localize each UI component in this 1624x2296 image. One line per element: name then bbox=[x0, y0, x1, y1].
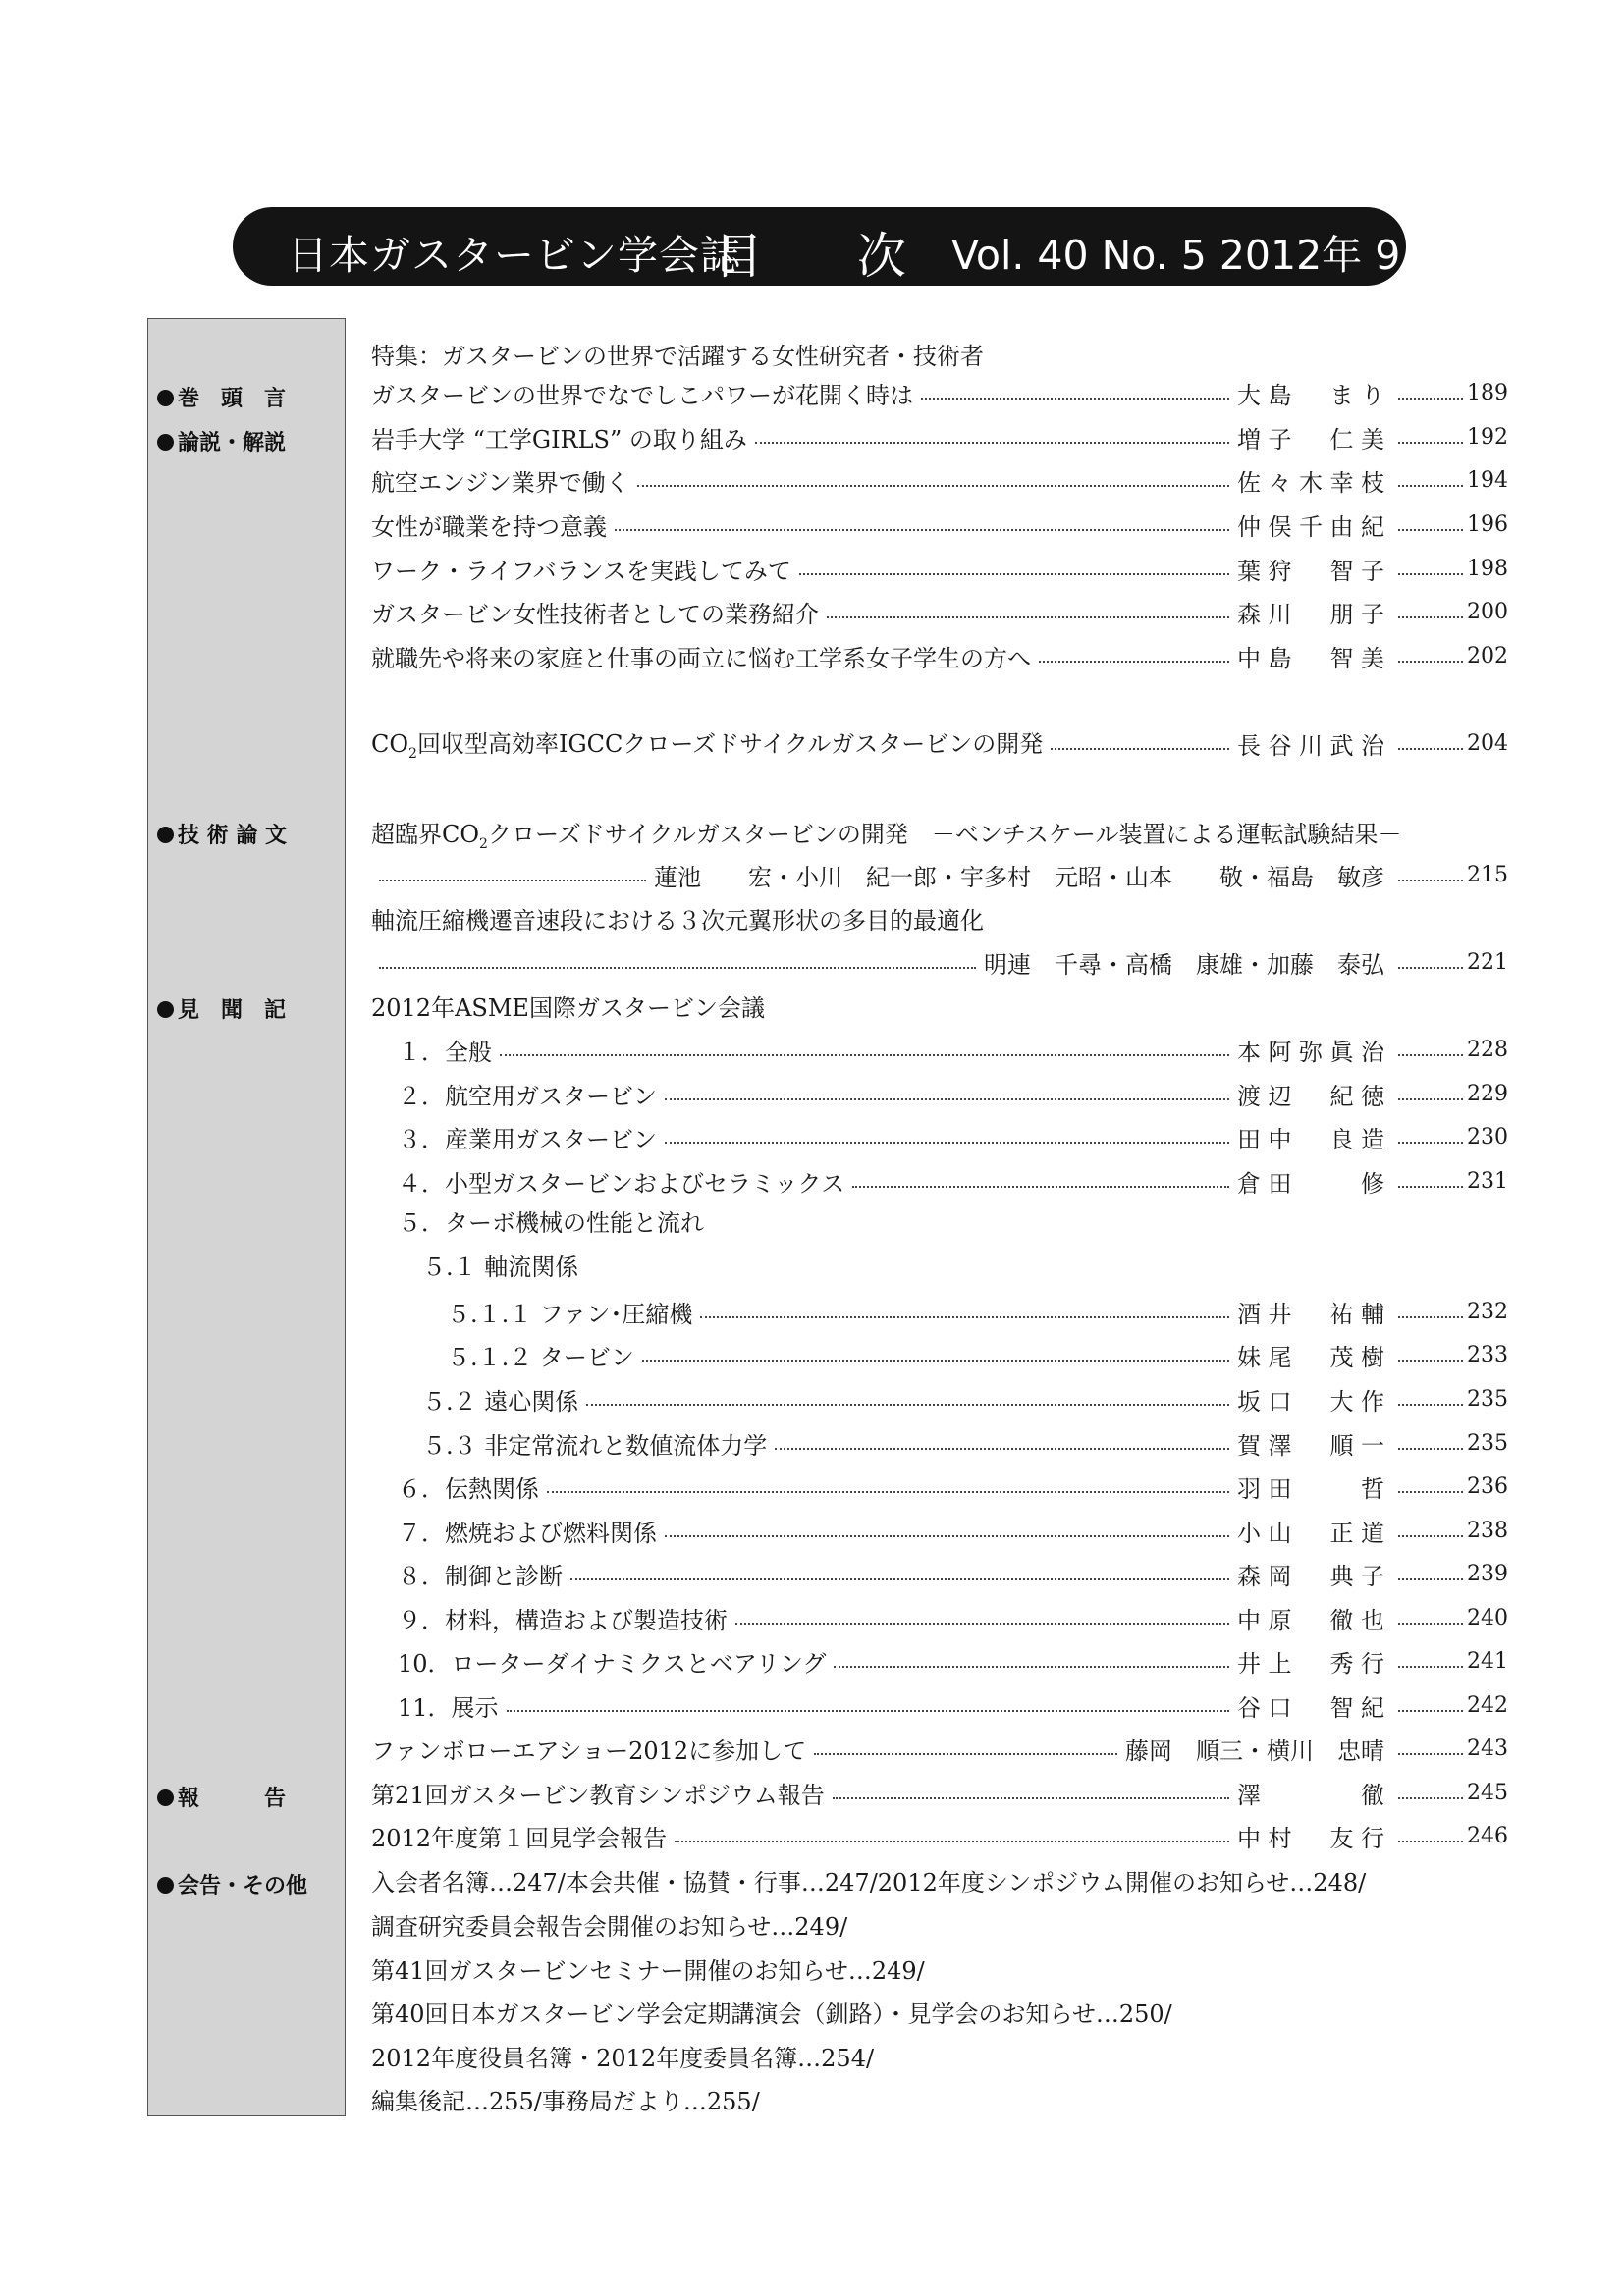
entry-author: 田中 良造 bbox=[1237, 1125, 1384, 1153]
entry-title: ５.３ 非定常流れと数値流体力学 bbox=[422, 1431, 768, 1460]
entry-title[interactable]: 超臨界$CO_2$クローズドサイクルガスタービンの開発 －ベンチスケール装置による運転試験結果－ bbox=[371, 821, 1402, 852]
dot-leader bbox=[1398, 616, 1463, 618]
category-houkoku: 報 告 bbox=[157, 1782, 286, 1812]
dot-leader bbox=[1398, 1404, 1463, 1406]
entry-title: ４．小型ガスタービンおよびセラミックス bbox=[398, 1169, 845, 1198]
entry-title: 第21回ガスタービン教育シンポジウム報告 bbox=[371, 1781, 825, 1809]
toc-entry[interactable] bbox=[447, 1335, 1508, 1374]
dot-leader bbox=[1398, 661, 1463, 663]
toc-entry[interactable] bbox=[371, 373, 1508, 412]
entry-page: 196 bbox=[1467, 511, 1508, 537]
entry-page: 240 bbox=[1467, 1605, 1508, 1630]
dot-leader bbox=[1398, 398, 1463, 400]
dot-leader bbox=[1398, 880, 1463, 881]
entry-title[interactable]: ５.１ 軸流関係 bbox=[422, 1254, 579, 1281]
toc-entry[interactable] bbox=[371, 460, 1508, 500]
entry-page: 233 bbox=[1467, 1342, 1508, 1367]
entry-author: 森川 朋子 bbox=[1237, 600, 1384, 628]
entry-page: 235 bbox=[1467, 1430, 1508, 1456]
entry-title: ６．伝熱関係 bbox=[398, 1474, 539, 1503]
entry-page: 232 bbox=[1467, 1299, 1508, 1324]
dot-leader bbox=[1398, 1448, 1463, 1450]
entry-title: ガスタービンの世界でなでしこパワーが花開く時は bbox=[371, 381, 913, 409]
dot-leader bbox=[1398, 1098, 1463, 1100]
toc-entry[interactable] bbox=[447, 1292, 1508, 1331]
dot-leader bbox=[675, 1841, 1229, 1842]
dot-leader bbox=[827, 616, 1229, 618]
entry-author: 酒井 祐輔 bbox=[1237, 1300, 1384, 1328]
entry-title: $CO_2$回収型高効率IGCCクローズドサイクルガスタービンの開発 bbox=[371, 730, 1044, 762]
dot-leader bbox=[1398, 1142, 1463, 1144]
entry-title: 2012年度第１回見学会報告 bbox=[371, 1824, 668, 1852]
dot-leader bbox=[500, 1054, 1229, 1056]
entry-page: 231 bbox=[1467, 1168, 1508, 1194]
dot-leader bbox=[1398, 1054, 1463, 1056]
dot-leader bbox=[1398, 748, 1463, 750]
toc-entry[interactable] bbox=[398, 1074, 1508, 1113]
toc-entry[interactable] bbox=[398, 1554, 1508, 1593]
entry-title: ７．燃焼および燃料関係 bbox=[398, 1519, 657, 1547]
entry-title: ガスタービン女性技術者としての業務紹介 bbox=[371, 600, 819, 628]
dot-leader bbox=[379, 880, 646, 881]
entry-title[interactable]: ５．ターボ機械の性能と流れ bbox=[398, 1209, 704, 1237]
toc-entry[interactable] bbox=[398, 1598, 1508, 1637]
dot-leader bbox=[642, 1360, 1229, 1362]
dot-leader bbox=[1398, 1666, 1463, 1668]
dot-leader bbox=[1398, 529, 1463, 531]
entry-page: 192 bbox=[1467, 424, 1508, 450]
dot-leader bbox=[799, 573, 1229, 575]
dot-leader bbox=[507, 1710, 1229, 1712]
entry-title: ５.２ 遠心関係 bbox=[422, 1387, 579, 1415]
dot-leader bbox=[1398, 1623, 1463, 1625]
entry-author: 蓮池 宏・小川 紀一郎・宇多村 元昭・山本 敬・福島 敏彦 bbox=[654, 863, 1384, 891]
toc-label: 目 次 bbox=[714, 228, 946, 285]
dot-leader bbox=[1398, 485, 1463, 487]
entry-author: 羽田 哲 bbox=[1237, 1474, 1384, 1503]
category-kantogen: 巻 頭 言 bbox=[157, 382, 286, 412]
entry-author: 藤岡 順三・横川 忠晴 bbox=[1125, 1736, 1384, 1765]
entry-page: 194 bbox=[1467, 467, 1508, 493]
entry-title: ８．制御と診断 bbox=[398, 1562, 563, 1590]
journal-title: 日本ガスタービン学会誌 bbox=[288, 232, 741, 279]
toc-entry[interactable] bbox=[422, 1379, 1508, 1418]
dot-leader bbox=[1398, 573, 1463, 575]
entry-page: 229 bbox=[1467, 1081, 1508, 1106]
entry-title: 岩手大学 “工学GIRLS” の取り組み bbox=[371, 425, 747, 454]
dot-leader bbox=[1398, 1360, 1463, 1362]
entry-page: 204 bbox=[1467, 730, 1508, 756]
dot-leader bbox=[637, 485, 1229, 487]
category-kenbunki: 見 聞 記 bbox=[157, 993, 286, 1024]
dot-leader bbox=[570, 1578, 1229, 1580]
entry-author: 本阿弥眞治 bbox=[1237, 1038, 1384, 1066]
notice-line[interactable]: 2012年度役員名簿・2012年度委員名簿…254/ bbox=[371, 2045, 875, 2072]
entry-page: 202 bbox=[1467, 643, 1508, 668]
entry-title: ワーク・ライフバランスを実践してみて bbox=[371, 557, 791, 585]
dot-leader bbox=[1398, 1710, 1463, 1712]
dot-leader bbox=[775, 1448, 1229, 1450]
entry-page: 189 bbox=[1467, 380, 1508, 405]
entry-author: 明連 千尋・高橋 康雄・加藤 泰弘 bbox=[984, 950, 1384, 979]
toc-entry[interactable] bbox=[371, 417, 1508, 456]
entry-author: 大島 まり bbox=[1237, 381, 1384, 409]
dot-leader bbox=[921, 398, 1229, 400]
dot-leader bbox=[1398, 1316, 1463, 1318]
toc-entry[interactable] bbox=[371, 549, 1508, 588]
entry-page: 246 bbox=[1467, 1823, 1508, 1848]
entry-author: 妹尾 茂樹 bbox=[1237, 1343, 1384, 1371]
entry-page: 239 bbox=[1467, 1561, 1508, 1586]
dot-leader bbox=[833, 1797, 1229, 1799]
entry-author: 森岡 典子 bbox=[1237, 1562, 1384, 1590]
entry-author: 井上 秀行 bbox=[1237, 1649, 1384, 1678]
dot-leader bbox=[379, 967, 976, 969]
entry-title: 航空エンジン業界で働く bbox=[371, 468, 629, 497]
entry-title: ファンボローエアショー2012に参加して bbox=[371, 1736, 807, 1765]
dot-leader bbox=[1398, 1186, 1463, 1188]
entry-author: 渡辺 紀徳 bbox=[1237, 1082, 1384, 1110]
toc-entry[interactable] bbox=[371, 636, 1508, 675]
entry-title: 11．展示 bbox=[398, 1693, 499, 1722]
dot-leader bbox=[1039, 661, 1229, 663]
entry-title: 女性が職業を持つ意義 bbox=[371, 512, 607, 541]
dot-leader bbox=[615, 529, 1229, 531]
dot-leader bbox=[1398, 1491, 1463, 1493]
toc-entry[interactable] bbox=[371, 505, 1508, 544]
dot-leader bbox=[755, 442, 1229, 444]
dot-leader bbox=[1051, 748, 1229, 750]
entry-title: ５.１.２ タービン bbox=[447, 1343, 634, 1371]
dot-leader bbox=[814, 1753, 1117, 1755]
entry-page: 242 bbox=[1467, 1692, 1508, 1718]
entry-author: 中原 徹也 bbox=[1237, 1606, 1384, 1634]
entry-page: 228 bbox=[1467, 1037, 1508, 1062]
dot-leader bbox=[700, 1316, 1229, 1318]
entry-title: ９．材料，構造および製造技術 bbox=[398, 1606, 728, 1634]
bullet-icon bbox=[157, 1789, 174, 1806]
entry-author: 佐々木幸枝 bbox=[1237, 468, 1384, 497]
entry-author: 葉狩 智子 bbox=[1237, 557, 1384, 585]
toc-entry[interactable] bbox=[398, 1161, 1508, 1201]
toc-entry[interactable] bbox=[371, 855, 1508, 894]
dot-leader bbox=[852, 1186, 1229, 1188]
dot-leader bbox=[665, 1142, 1229, 1144]
entry-page: 215 bbox=[1467, 862, 1508, 887]
entry-author: 長谷川武治 bbox=[1237, 731, 1384, 760]
toc-entry[interactable] bbox=[398, 1030, 1508, 1069]
entry-title: 10．ローターダイナミクスとベアリング bbox=[398, 1649, 827, 1678]
toc-entry[interactable] bbox=[398, 1511, 1508, 1550]
dot-leader bbox=[1398, 1578, 1463, 1580]
entry-title: ２．航空用ガスタービン bbox=[398, 1082, 657, 1110]
dot-leader bbox=[834, 1666, 1229, 1668]
entry-author: 小山 正道 bbox=[1237, 1519, 1384, 1547]
entry-title[interactable]: 軸流圧縮機遷音速段における３次元翼形状の多目的最適化 bbox=[371, 907, 984, 934]
entry-title: 就職先や将来の家庭と仕事の両立に悩む工学系女子学生の方へ bbox=[371, 644, 1031, 672]
notice-line[interactable]: 入会者名簿…247/本会共催・協賛・行事…247/2012年度シンポジウム開催のお知らせ…248/ bbox=[371, 1869, 1367, 1896]
dot-leader bbox=[665, 1098, 1229, 1100]
dot-leader bbox=[547, 1491, 1229, 1493]
notice-line[interactable]: 第41回ガスタービンセミナー開催のお知らせ…249/ bbox=[371, 1957, 925, 1985]
bullet-icon bbox=[157, 827, 174, 843]
entry-author: 仲俣千由紀 bbox=[1237, 512, 1384, 541]
toc-entry[interactable] bbox=[371, 723, 1508, 763]
category-sidebar bbox=[147, 318, 346, 2116]
entry-author: 中島 智美 bbox=[1237, 644, 1384, 672]
entry-page: 235 bbox=[1467, 1386, 1508, 1412]
entry-author: 坂口 大作 bbox=[1237, 1387, 1384, 1415]
entry-page: 200 bbox=[1467, 599, 1508, 624]
toc-entry[interactable] bbox=[398, 1685, 1508, 1725]
toc-entry[interactable] bbox=[371, 592, 1508, 631]
toc-entry[interactable] bbox=[398, 1641, 1508, 1681]
entry-title: ３．産業用ガスタービン bbox=[398, 1125, 657, 1153]
entry-page: 245 bbox=[1467, 1780, 1508, 1805]
dot-leader bbox=[1398, 1797, 1463, 1799]
category-kaikoku: 会告・その他 bbox=[157, 1869, 307, 1899]
dot-leader bbox=[1398, 442, 1463, 444]
toc-entry[interactable] bbox=[371, 1773, 1508, 1812]
entry-title[interactable]: 2012年ASME国際ガスタービン会議 bbox=[371, 994, 765, 1022]
dot-leader bbox=[665, 1535, 1229, 1537]
toc-entry[interactable] bbox=[422, 1423, 1508, 1463]
entry-author: 中村 友行 bbox=[1237, 1824, 1384, 1852]
entry-page: 236 bbox=[1467, 1473, 1508, 1499]
toc-entry[interactable] bbox=[398, 1117, 1508, 1156]
notice-line[interactable]: 第40回日本ガスタービン学会定期講演会（釧路）・見学会のお知らせ…250/ bbox=[371, 2001, 1172, 2028]
notice-line[interactable]: 調査研究委員会報告会開催のお知らせ…249/ bbox=[371, 1913, 848, 1941]
entry-page: 221 bbox=[1467, 949, 1508, 975]
entry-page: 241 bbox=[1467, 1648, 1508, 1674]
bullet-icon bbox=[157, 1877, 174, 1894]
dot-leader bbox=[1398, 1841, 1463, 1842]
dot-leader bbox=[1398, 967, 1463, 969]
entry-author: 増子 仁美 bbox=[1237, 425, 1384, 454]
toc-entry[interactable] bbox=[371, 942, 1508, 982]
toc-entry[interactable] bbox=[398, 1467, 1508, 1506]
toc-entry[interactable] bbox=[371, 1729, 1508, 1768]
dot-leader bbox=[586, 1404, 1229, 1406]
bullet-icon bbox=[157, 434, 174, 451]
dot-leader bbox=[1398, 1535, 1463, 1537]
feature-heading: 特集：ガスタービンの世界で活躍する女性研究者・技術者 bbox=[371, 343, 984, 370]
bullet-icon bbox=[157, 390, 174, 406]
entry-author: 澤 徹 bbox=[1237, 1781, 1384, 1809]
toc-header-bar bbox=[233, 207, 1441, 286]
issue-info: Vol. 40 No. 5 2012年 9月 bbox=[951, 232, 1441, 279]
entry-author: 谷口 智紀 bbox=[1237, 1693, 1384, 1722]
dot-leader bbox=[735, 1623, 1229, 1625]
toc-entry[interactable] bbox=[371, 1816, 1508, 1855]
category-ronsetsu: 論説・解説 bbox=[157, 426, 286, 456]
entry-page: 243 bbox=[1467, 1735, 1508, 1761]
category-gijutsu: 技 術 論 文 bbox=[157, 819, 287, 849]
entry-page: 238 bbox=[1467, 1518, 1508, 1543]
bullet-icon bbox=[157, 1001, 174, 1018]
entry-title: １．全般 bbox=[398, 1038, 492, 1066]
entry-page: 230 bbox=[1467, 1124, 1508, 1149]
entry-title: ５.１.１ ファン･圧縮機 bbox=[447, 1300, 693, 1328]
notice-line[interactable]: 編集後記…255/事務局だより…255/ bbox=[371, 2088, 760, 2115]
dot-leader bbox=[1398, 1753, 1463, 1755]
entry-page: 198 bbox=[1467, 556, 1508, 581]
entry-author: 賀澤 順一 bbox=[1237, 1431, 1384, 1460]
entry-author: 倉田 修 bbox=[1237, 1169, 1384, 1198]
